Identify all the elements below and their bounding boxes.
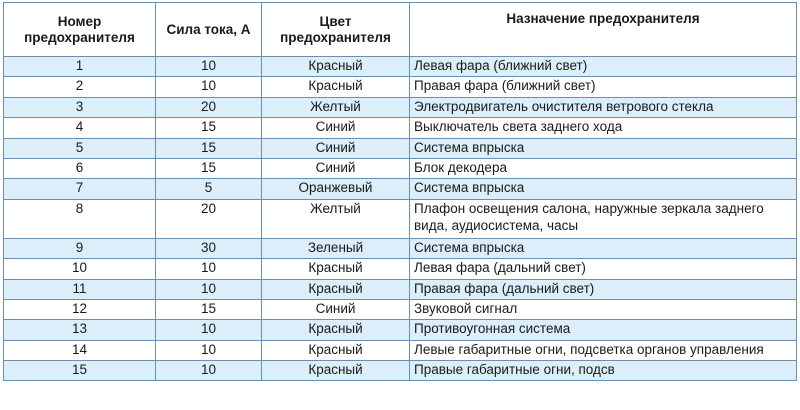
fuse-color-cell: Синий [262, 118, 410, 138]
fuse-purpose-cell: Левые габаритные огни, подсветка органов управления [410, 340, 797, 360]
fuse-number-cell: 10 [4, 259, 156, 279]
fuse-number-cell: 12 [4, 299, 156, 319]
table-row [4, 238, 797, 258]
fuse-purpose-cell: Плафон освещения салона, наружные зеркала заднего вида, аудиосистема, часы [410, 199, 797, 238]
current-cell: 10 [156, 340, 262, 360]
current-cell: 10 [156, 77, 262, 97]
header-row [4, 3, 797, 57]
fuse-color-cell: Желтый [262, 97, 410, 117]
current-cell: 15 [156, 158, 262, 178]
fuse-color-cell: Синий [262, 158, 410, 178]
fuse-color-cell: Синий [262, 138, 410, 158]
current-cell: 15 [156, 299, 262, 319]
current-cell: 20 [156, 199, 262, 238]
fuse-number-cell: 3 [4, 97, 156, 117]
fuse-table [3, 2, 797, 381]
table-row [4, 57, 797, 77]
fuse-purpose-cell: Система впрыска [410, 238, 797, 258]
fuse-color-cell: Желтый [262, 199, 410, 238]
fuse-number-cell: 15 [4, 361, 156, 381]
fuse-number-cell: 5 [4, 138, 156, 158]
fuse-purpose-cell: Система впрыска [410, 138, 797, 158]
fuse-purpose-cell: Система впрыска [410, 179, 797, 199]
fuse-color-cell: Красный [262, 259, 410, 279]
fuse-purpose-cell: Правая фара (дальний свет) [410, 279, 797, 299]
table-row [4, 158, 797, 178]
fuse-purpose-cell: Противоугонная система [410, 320, 797, 340]
fuse-number-cell: 2 [4, 77, 156, 97]
table-row [4, 279, 797, 299]
cropped-edge-fade [620, 388, 800, 410]
fuse-number-cell: 11 [4, 279, 156, 299]
fuse-color-cell: Красный [262, 340, 410, 360]
header-current: Сила тока, А [156, 3, 262, 57]
fuse-color-cell: Оранжевый [262, 179, 410, 199]
header-fuse-number: Номер предохранителя [4, 3, 156, 57]
current-cell: 10 [156, 361, 262, 381]
header-fuse-color: Цвет предохранителя [262, 3, 410, 57]
fuse-purpose-cell: Левая фара (дальний свет) [410, 259, 797, 279]
table-row [4, 97, 797, 117]
fuse-purpose-cell: Звуковой сигнал [410, 299, 797, 319]
fuse-number-cell: 4 [4, 118, 156, 138]
table-row [4, 299, 797, 319]
fuse-number-cell: 9 [4, 238, 156, 258]
current-cell: 20 [156, 97, 262, 117]
fuse-number-cell: 13 [4, 320, 156, 340]
table-row [4, 138, 797, 158]
fuse-color-cell: Красный [262, 361, 410, 381]
table-row [4, 361, 797, 381]
current-cell: 30 [156, 238, 262, 258]
current-cell: 10 [156, 57, 262, 77]
fuse-color-cell: Красный [262, 279, 410, 299]
fuse-purpose-cell: Правая фара (ближний свет) [410, 77, 797, 97]
current-cell: 10 [156, 320, 262, 340]
fuse-table-body [4, 57, 797, 381]
current-cell: 10 [156, 279, 262, 299]
table-row [4, 340, 797, 360]
fuse-purpose-cell: Левая фара (ближний свет) [410, 57, 797, 77]
fuse-number-cell: 1 [4, 57, 156, 77]
fuse-color-cell: Красный [262, 77, 410, 97]
fuse-number-cell: 7 [4, 179, 156, 199]
table-row [4, 199, 797, 238]
fuse-color-cell: Синий [262, 299, 410, 319]
current-cell: 15 [156, 138, 262, 158]
fuse-number-cell: 6 [4, 158, 156, 178]
fuse-purpose-cell: Выключатель света заднего хода [410, 118, 797, 138]
fuse-purpose-cell: Электродвигатель очистителя ветрового стекла [410, 97, 797, 117]
table-row [4, 118, 797, 138]
table-row [4, 77, 797, 97]
current-cell: 5 [156, 179, 262, 199]
current-cell: 10 [156, 259, 262, 279]
current-cell: 15 [156, 118, 262, 138]
fuse-color-cell: Красный [262, 320, 410, 340]
table-row [4, 320, 797, 340]
fuse-table-header [4, 3, 797, 57]
fuse-number-cell: 8 [4, 199, 156, 238]
fuse-number-cell: 14 [4, 340, 156, 360]
fuse-color-cell: Зеленый [262, 238, 410, 258]
header-fuse-purpose: Назначение предохранителя [410, 3, 797, 57]
fuse-color-cell: Красный [262, 57, 410, 77]
table-row [4, 259, 797, 279]
table-row [4, 179, 797, 199]
fuse-purpose-cell: Блок декодера [410, 158, 797, 178]
fuse-purpose-cell: Правые габаритные огни, подсв [410, 361, 797, 381]
